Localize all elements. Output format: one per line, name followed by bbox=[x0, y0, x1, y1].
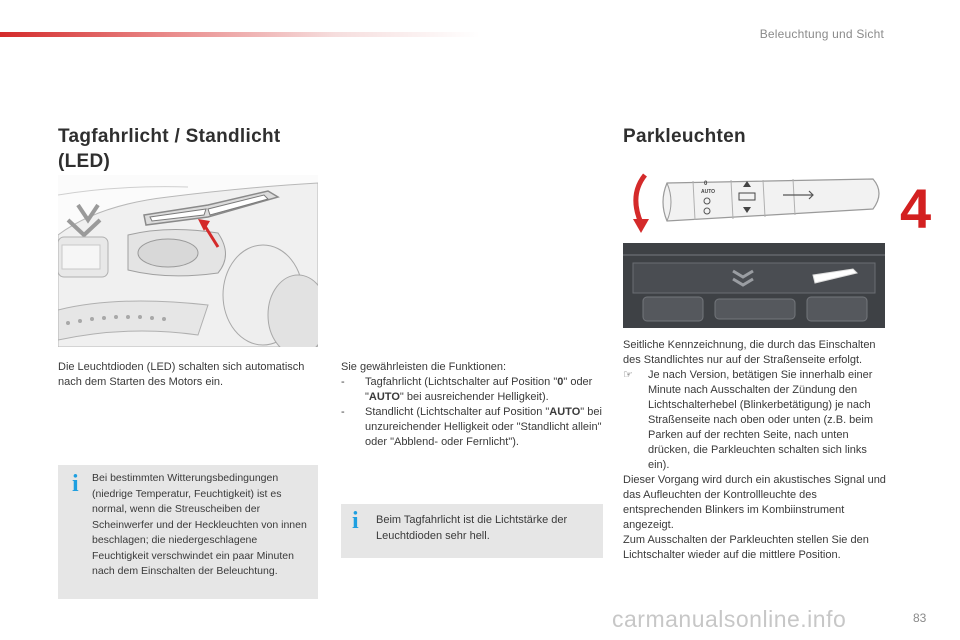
parking-activation-bullet bbox=[623, 368, 888, 473]
top-accent-bar bbox=[0, 32, 480, 37]
function-item-sidelights bbox=[341, 405, 603, 450]
function-sidelights-text-b: " bei unzureichender Helligkeit oder "Standlicht allein" oder "Abblend- oder Fernlicht"). bbox=[365, 406, 602, 448]
watermark: carmanualsonline.info bbox=[612, 606, 847, 632]
stalk-label-auto: AUTO bbox=[701, 189, 716, 195]
chapter-number: 4 bbox=[900, 177, 932, 240]
function-daytime-text-a: Tagfahrlicht (Lichtschalter auf Position " bbox=[365, 376, 558, 388]
info-text-condensation: Bei bestimmten Witterungsbedingungen (niedrige Temperatur, Feuchtigkeit) ist es normal, wenn die Streuscheiben der Scheinwerfer und der Heckleuchten von innen beschlagen; die niedergeschlagene Feuchtigkeit verschwindet ein paar Minuten nach dem Einschalten der Beleuchtung. bbox=[92, 472, 307, 577]
position-auto: AUTO bbox=[549, 406, 581, 418]
position-auto: AUTO bbox=[368, 391, 400, 403]
function-daytime-text-b: " oder " bbox=[365, 376, 593, 403]
parking-signal-text: Dieser Vorgang wird durch ein akustisches Signal und das Aufleuchten der Kontrollleuchte des entsprechenden Blinkers im Kombiinstrument angezeigt. bbox=[623, 474, 886, 531]
parking-intro: Seitliche Kennzeichnung, die durch das Einschalten des Standlichtes nur auf der Straßenseite erfolgt. bbox=[623, 339, 876, 366]
function-sidelights-text-a: Standlicht (Lichtschalter auf Position " bbox=[365, 406, 550, 418]
info-box-condensation bbox=[58, 465, 318, 599]
info-text-brightness: Beim Tagfahrlicht ist die Lichtstärke der Leuchtdioden sehr hell. bbox=[376, 514, 568, 542]
page-number: 83 bbox=[913, 611, 927, 625]
list-dash: - bbox=[341, 406, 345, 418]
functions-list bbox=[341, 375, 603, 450]
parking-activation-text: Je nach Version, betätigen Sie innerhalb einer Minute nach Ausschalten der Zündung den Lichtschalterhebel (Blinkerbetätigung) je nach Straßenseite nach oben oder unten (z.B. beim Parken auf der rechten Seite, nach unten drücken, die Parkleuchten schalten sich links ein). bbox=[648, 369, 874, 471]
parking-interior-illustration bbox=[623, 243, 885, 328]
parking-off-text: Zum Ausschalten der Parkleuchten stellen Sie den Lichtschalter wieder auf die mittlere Position. bbox=[623, 534, 869, 561]
list-dash: - bbox=[341, 376, 345, 388]
section-label: Beleuchtung und Sicht bbox=[759, 27, 884, 41]
info-icon: i bbox=[72, 471, 79, 497]
info-box-brightness bbox=[341, 504, 603, 558]
section-title-parking-lights: Parkleuchten bbox=[623, 126, 746, 147]
info-icon: i bbox=[352, 508, 359, 534]
stalk-label-zero: 0 bbox=[704, 181, 708, 187]
functions-intro: Sie gewährleisten die Funktionen: bbox=[341, 361, 507, 373]
function-daytime-text-c: " bei ausreichender Helligkeit). bbox=[399, 391, 549, 403]
car-front-illustration bbox=[58, 175, 318, 347]
function-item-daytime bbox=[341, 375, 603, 405]
pointing-hand-icon: ☞ bbox=[623, 369, 633, 381]
light-stalk-illustration bbox=[623, 165, 885, 238]
functions-block bbox=[341, 360, 603, 450]
parking-description bbox=[623, 338, 888, 563]
led-intro-text: Die Leuchtdioden (LED) schalten sich automatisch nach dem Starten des Motors ein. bbox=[58, 361, 305, 388]
section-title-daytime-lights: Tagfahrlicht / Standlicht (LED) bbox=[58, 126, 281, 172]
position-zero: 0 bbox=[557, 376, 564, 388]
